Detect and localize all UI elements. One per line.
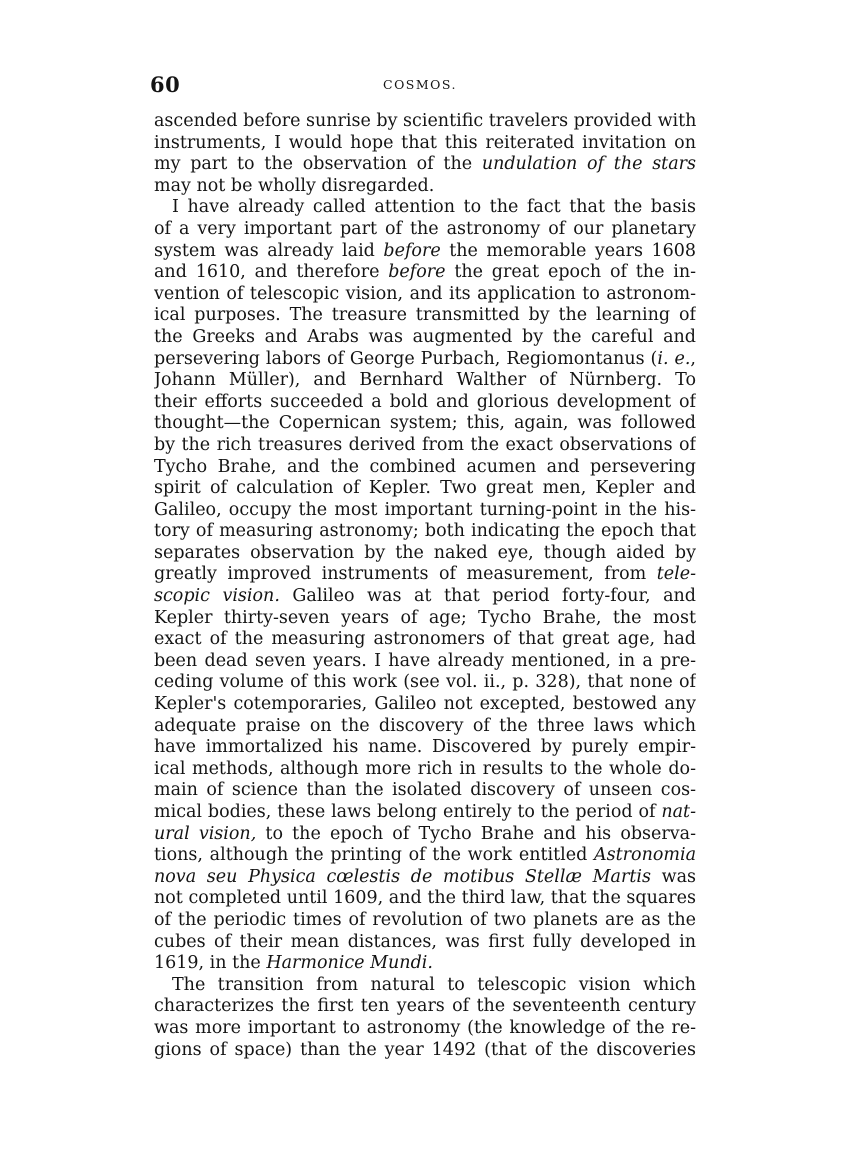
text-run: exact of the measuring astronomers of that great age, had [154, 629, 696, 650]
text-run: ceding volume of this work (see vol. ii., p. 328), that none of [154, 672, 696, 693]
text-line [154, 327, 696, 349]
text-line [154, 651, 696, 673]
text-line [154, 133, 696, 155]
text-line [154, 176, 696, 198]
text-run: spirit of calculation of Kepler. Two great men, Kepler and [154, 478, 696, 499]
text-run: was [650, 866, 696, 887]
text-line [154, 845, 696, 867]
text-run: 1619, in the [154, 953, 267, 974]
text-line [154, 413, 696, 435]
italic-text-run: Astronomia [594, 845, 696, 866]
italic-text-run: tele- [656, 564, 696, 585]
text-run: instruments, I would hope that this reiterated invitation on [154, 132, 696, 153]
italic-text-run: undulation of the stars [481, 154, 696, 175]
text-line [154, 759, 696, 781]
text-run: tions, although the printing of the work entitled [154, 845, 595, 866]
text-run: Johann Müller), and Bernhard Walther of Nürnberg. To [154, 370, 696, 391]
text-run: Galileo was at that period forty-four, and [279, 586, 696, 607]
text-line [154, 1018, 696, 1040]
italic-text-run: before [383, 240, 441, 261]
italic-text-run: scopic vision. [154, 586, 280, 607]
text-run: to the epoch of Tycho Brahe and his observa- [256, 823, 696, 844]
text-line [154, 284, 696, 306]
italic-text-run: ural vision, [154, 823, 257, 844]
text-line [154, 500, 696, 522]
running-title: COSMOS. [383, 77, 458, 92]
text-run: not completed until 1609, and the third law, that the squares [154, 888, 696, 909]
text-run: been dead seven years. I have already mentioned, in a pre- [154, 650, 696, 671]
text-run: Kepler thirty-seven years of age; Tycho Brahe, the most [154, 607, 696, 628]
text-line [154, 478, 696, 500]
text-run: the memorable years 1608 [440, 240, 696, 261]
text-line [154, 737, 696, 759]
text-run: characterizes the first ten years of the seventeenth century [154, 996, 696, 1017]
text-run: have immortalized his name. Discovered by purely empir- [154, 737, 696, 758]
text-run: main of science than the isolated discovery of unseen cos- [154, 780, 696, 801]
text-line [154, 586, 696, 608]
running-head [150, 73, 695, 97]
text-run: The transition from natural to telescopic vision which [172, 974, 696, 995]
text-line [154, 521, 696, 543]
text-line [154, 608, 696, 630]
text-line [154, 305, 696, 327]
text-line [154, 392, 696, 414]
text-run: Kepler's cotemporaries, Galileo not excepted, bestowed any [154, 694, 696, 715]
text-run: Galileo, occupy the most important turning-point in the his- [154, 499, 696, 520]
text-run: ical purposes. The treasure transmitted by the learning of [154, 305, 696, 326]
body-text [154, 111, 696, 1061]
text-line [154, 370, 696, 392]
italic-text-run: Harmonice Mundi. [266, 953, 433, 974]
text-line [154, 780, 696, 802]
text-line [154, 932, 696, 954]
text-line [154, 629, 696, 651]
text-line [154, 694, 696, 716]
text-line [154, 111, 696, 133]
text-run: , [690, 348, 696, 369]
text-line [154, 435, 696, 457]
text-line [154, 975, 696, 997]
italic-text-run: nat- [661, 802, 696, 822]
text-run: greatly improved instruments of measurement, from [154, 564, 657, 585]
text-line [154, 867, 696, 889]
text-run: I have already called attention to the fact that the basis [172, 197, 696, 218]
text-run: Tycho Brahe, and the combined acumen and persevering [154, 456, 696, 477]
text-line [154, 349, 696, 371]
text-line [154, 672, 696, 694]
text-run: may not be wholly disregarded. [154, 175, 435, 196]
text-run: adequate praise on the discovery of the three laws which [154, 715, 696, 736]
text-line [154, 824, 696, 846]
page-number: 60 [150, 72, 181, 97]
text-run: vention of telescopic vision, and its application to astronom- [154, 283, 696, 304]
italic-text-run: before [388, 262, 446, 283]
text-line [154, 197, 696, 219]
text-run: ical methods, although more rich in results to the whole do- [154, 758, 696, 779]
text-run: cubes of their mean distances, was first fully developed in [154, 931, 696, 952]
text-line [154, 154, 696, 176]
text-run: by the rich treasures derived from the exact observations of [154, 434, 696, 455]
text-line [154, 910, 696, 932]
text-run: of the periodic times of revolution of two planets are as the [154, 909, 696, 930]
text-line [154, 716, 696, 738]
text-line [154, 457, 696, 479]
text-line [154, 241, 696, 263]
text-run: ascended before sunrise by scientific travelers provided with [154, 111, 696, 131]
text-line [154, 543, 696, 565]
text-run: thought—the Copernican system; this, again, was followed [154, 413, 696, 434]
text-run: the great epoch of the in- [445, 262, 696, 283]
italic-text-run: nova seu Physica cœlestis de motibus Stellæ Martis [154, 866, 651, 887]
text-run: gions of space) than the year 1492 (that of the discoveries [154, 1039, 696, 1060]
text-run: separates observation by the naked eye, though aided by [154, 542, 696, 563]
text-run: of a very important part of the astronomy of our planetary [154, 218, 696, 239]
text-line [154, 262, 696, 284]
text-line [154, 564, 696, 586]
text-line [154, 996, 696, 1018]
text-line [154, 219, 696, 241]
text-run: tory of measuring astronomy; both indicating the epoch that [154, 521, 696, 542]
text-run: their efforts succeeded a bold and glorious development of [154, 391, 696, 412]
text-line [154, 802, 696, 824]
text-run: system was already laid [154, 240, 384, 261]
text-run: mical bodies, these laws belong entirely to the period of [154, 802, 662, 822]
text-run: and 1610, and therefore [154, 262, 389, 283]
text-line [154, 1040, 696, 1062]
text-run: the Greeks and Arabs was augmented by the careful and [154, 326, 696, 347]
text-run: my part to the observation of the [154, 154, 482, 175]
text-line [154, 953, 696, 975]
text-run: persevering labors of George Purbach, Regiomontanus ( [154, 348, 658, 369]
text-line [154, 888, 696, 910]
italic-text-run: i. e. [657, 348, 691, 369]
text-run: was more important to astronomy (the knowledge of the re- [154, 1017, 696, 1038]
